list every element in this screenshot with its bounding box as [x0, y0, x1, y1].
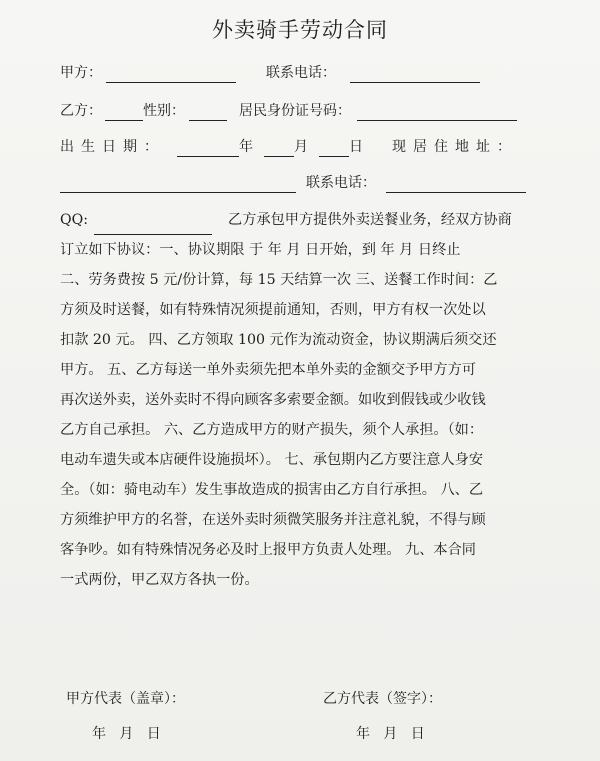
party-b-id-blank: [357, 104, 517, 121]
body-line: 方须及时送餐，如有特殊情况须提前通知，否则，甲方有权一次处以: [60, 302, 486, 318]
birth-day-label: 日: [349, 139, 370, 155]
party-a-phone-label: 联系电话：: [266, 65, 336, 81]
qq-blank: [94, 218, 212, 235]
body-line: 扣款 20 元。 四、乙方领取 100 元作为流动资金，协议期满后须交还: [60, 332, 497, 348]
document-title: 外卖骑手劳动合同: [212, 18, 388, 42]
body-text: 乙方承包甲方提供外卖送餐业务，经双方协商: [228, 212, 512, 228]
contract-body: [60, 205, 546, 595]
party-b-id-label: 居民身份证号码：: [239, 103, 351, 119]
body-line: 客争吵。如有特殊情况务必及时上报甲方负责人处理。 九、本合同: [60, 542, 476, 558]
address-blank: [60, 176, 296, 193]
party-a-blank: [106, 66, 236, 83]
body-line-1: [60, 205, 546, 235]
party-a-signature-label: 甲方代表（盖章）：: [66, 691, 185, 707]
party-b-gender-blank: [189, 104, 227, 121]
party-b-phone-blank: [386, 176, 526, 193]
party-b-name-blank: [105, 104, 143, 121]
party-b-date: 年 月 日: [356, 726, 425, 742]
party-a-phone-blank: [350, 66, 480, 83]
birth-year-label: 年: [239, 139, 260, 155]
birth-year-blank: [177, 140, 239, 157]
body-line: 订立如下协议：一、协议期限 于 年 月 日开始，到 年 月 日终止: [60, 242, 461, 258]
body-line: 再次送外卖，送外卖时不得向顾客多索要金额。如收到假钱或少收钱: [60, 392, 486, 408]
body-line: 二、劳务费按 5 元/份计算，每 15 天结算一次 三、送餐工作时间：乙: [60, 272, 498, 288]
body-line: 一式两份，甲乙双方各执一份。: [60, 572, 259, 588]
party-b-row: [60, 101, 517, 121]
party-a-date: 年 月 日: [92, 726, 161, 742]
party-b-signature-label: 乙方代表（签字）：: [323, 691, 442, 707]
body-line: 全。（如：骑电动车）发生事故造成的损害由乙方自行承担。 八、乙: [60, 482, 484, 498]
qq-label: QQ:: [60, 212, 89, 228]
party-a-row: [60, 63, 480, 83]
address-row: [60, 173, 526, 193]
party-a-label: 甲方：: [60, 65, 102, 81]
birth-day-blank: [319, 140, 349, 157]
birth-row: [60, 137, 518, 157]
birth-month-blank: [264, 140, 294, 157]
party-b-label: 乙方：: [60, 103, 102, 119]
body-line: 电动车遗失或本店硬件设施损坏）。 七、承包期内乙方要注意人身安: [60, 452, 484, 468]
birth-label: 出生日期：: [60, 139, 165, 155]
body-line: 甲方。 五、乙方每送一单外卖须先把本单外卖的金额交予甲方方可: [60, 362, 476, 378]
party-b-phone-label: 联系电话：: [306, 175, 376, 191]
address-label: 现居住地址：: [392, 139, 518, 155]
birth-month-label: 月: [294, 139, 315, 155]
body-line: 乙方自己承担。 六、乙方造成甲方的财产损失，须个人承担。（如：: [60, 422, 484, 438]
party-b-gender-label: 性别：: [143, 103, 185, 119]
body-line: 方须维护甲方的名誉，在送外卖时须微笑服务并注意礼貌，不得与顾: [60, 512, 486, 528]
